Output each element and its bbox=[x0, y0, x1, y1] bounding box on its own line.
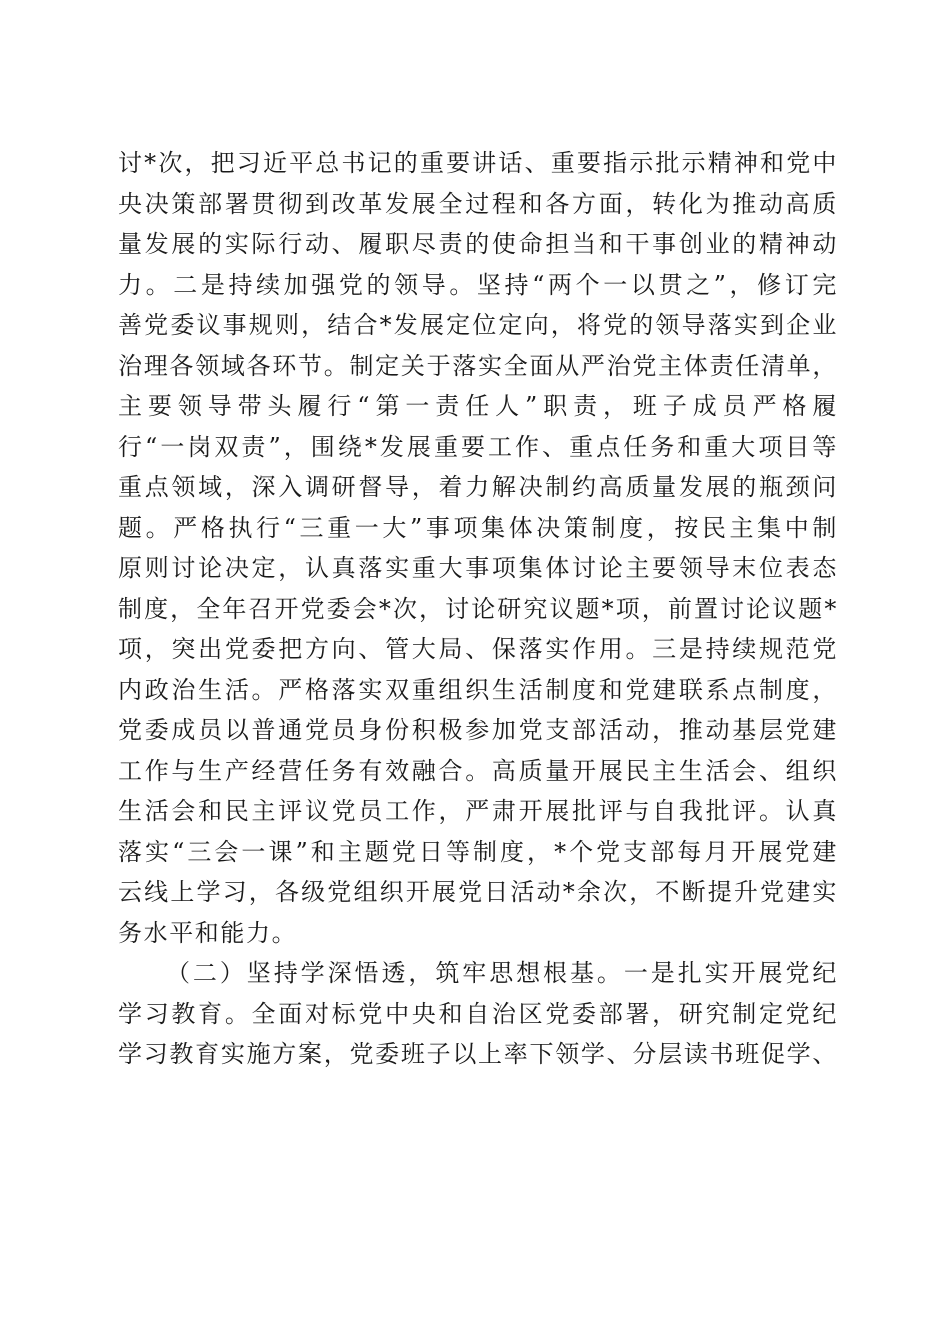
section-2-lead: 一是扎实开展党纪 bbox=[623, 959, 838, 987]
text-line: 善党委议事规则，结合*发展定位定向，将党的领导落实到企业 bbox=[118, 311, 838, 339]
text-line: 制度，全年召开党委会*次，讨论研究议题*项，前置讨论议题* bbox=[118, 594, 838, 623]
body-text bbox=[118, 143, 838, 1075]
text-line: 量发展的实际行动、履职尽责的使命担当和干事创业的精神动 bbox=[118, 230, 838, 258]
text-line: 力。二是持续加强党的领导。坚持“两个一以贯之”，修订完 bbox=[118, 270, 838, 299]
text-line: 题。严格执行“三重一大”事项集体决策制度，按民主集中制 bbox=[118, 513, 838, 542]
text-line: 云线上学习，各级党组织开展党日活动*余次，不断提升党建实 bbox=[118, 878, 838, 906]
section-2-first-line bbox=[118, 953, 838, 994]
text-line: 党委成员以普通党员身份积极参加党支部活动，推动基层党建 bbox=[118, 716, 838, 744]
text-line: 行“一岗双责”，围绕*发展重要工作、重点任务和重大项目等 bbox=[118, 432, 838, 461]
text-line: 治理各领域各环节。制定关于落实全面从严治党主体责任清单， bbox=[118, 351, 838, 380]
text-line: 务水平和能力。 bbox=[118, 918, 298, 947]
text-line: 学习教育实施方案，党委班子以上率下领学、分层读书班促学、 bbox=[118, 1040, 838, 1068]
text-line: 学习教育。全面对标党中央和自治区党委部署，研究制定党纪 bbox=[118, 999, 838, 1028]
text-line: 央决策部署贯彻到改革发展全过程和各方面，转化为推动高质 bbox=[118, 189, 838, 218]
text-line: 原则讨论决定，认真落实重大事项集体讨论主要领导末位表态 bbox=[118, 554, 838, 582]
text-line: 讨*次，把习近平总书记的重要讲话、重要指示批示精神和党中 bbox=[118, 149, 838, 177]
text-line: 内政治生活。严格落实双重组织生活制度和党建联系点制度， bbox=[118, 675, 838, 704]
section-2-heading: （二）坚持学深悟透，筑牢思想根基。 bbox=[166, 959, 624, 987]
text-line: 项，突出党委把方向、管大局、保落实作用。三是持续规范党 bbox=[118, 635, 838, 663]
text-line: 重点领域，深入调研督导，着力解决制约高质量发展的瓶颈问 bbox=[118, 473, 838, 501]
text-line: 主要领导带头履行“第一责任人”职责，班子成员严格履 bbox=[118, 392, 838, 420]
text-line: 落实“三会一课”和主题党日等制度，*个党支部每月开展党建 bbox=[118, 837, 838, 866]
text-line: 工作与生产经营任务有效融合。高质量开展民主生活会、组织 bbox=[118, 756, 838, 785]
text-line: 生活会和民主评议党员工作，严肃开展批评与自我批评。认真 bbox=[118, 797, 838, 825]
